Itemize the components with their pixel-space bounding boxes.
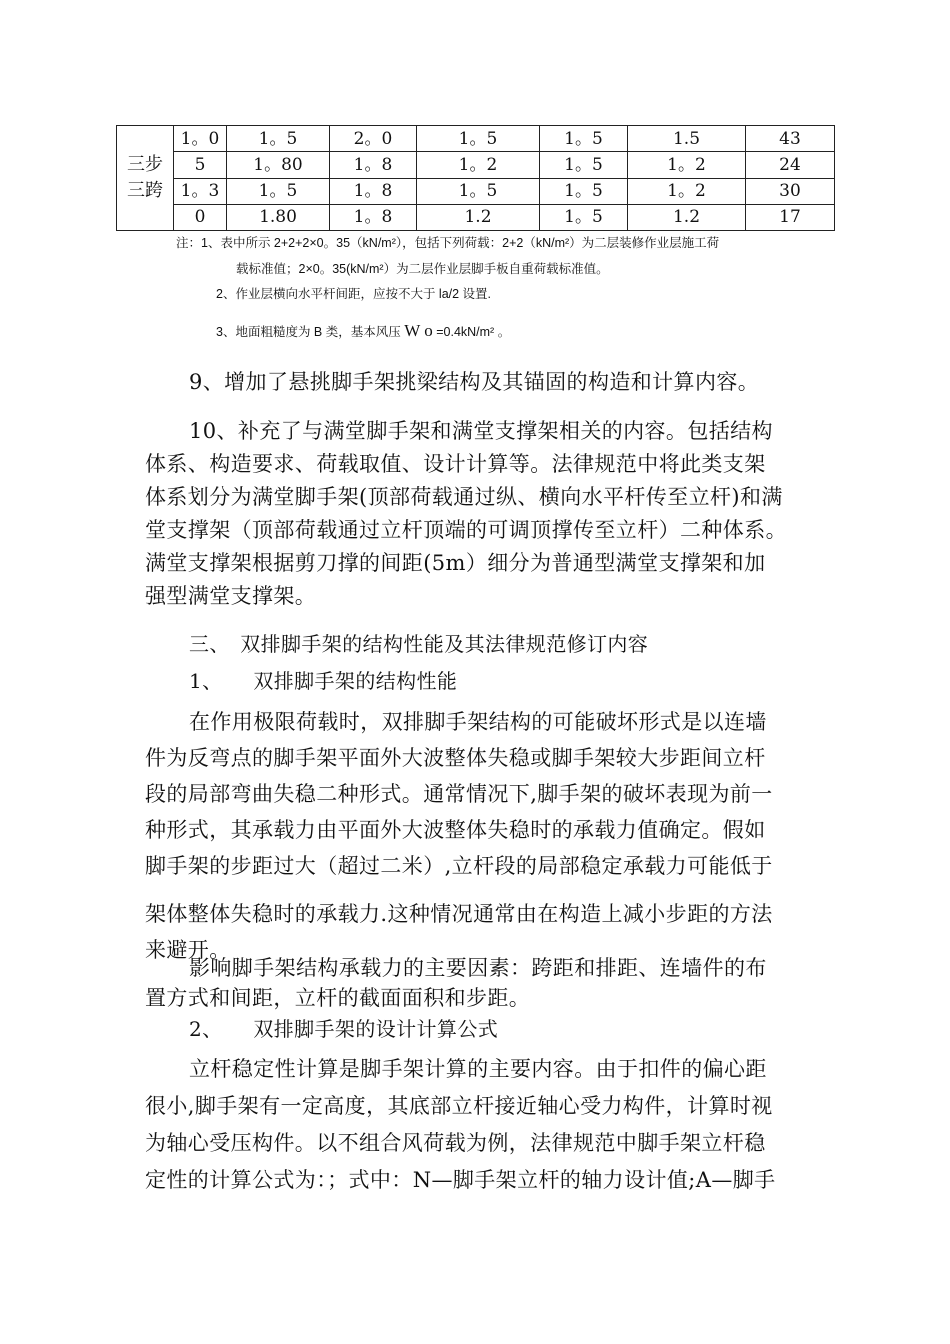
paragraph-factors: 影响脚手架结构承载力的主要因素：跨距和排距、连墙件的布 置方式和间距，立杆的截面面积和步距。: [145, 956, 767, 1010]
table-cell: 30: [746, 178, 835, 204]
table-cell: 1。2: [417, 152, 540, 178]
table-cell: 1。5: [540, 126, 628, 152]
table-cell: 17: [746, 204, 835, 230]
note-3: [216, 323, 510, 340]
table-cell: 43: [746, 126, 835, 152]
table-cell: 1。5: [540, 152, 628, 178]
table-cell: 1。2: [628, 152, 746, 178]
section-heading-3: 三、 双排脚手架的结构性能及其法律规范修订内容: [189, 632, 649, 656]
table-cell: 1。5: [417, 178, 540, 204]
note-2: 2、作业层横向水平杆间距，应按不大于 la/2 设置.: [216, 287, 492, 301]
group-label-1: 三步: [127, 154, 163, 175]
group-label-2: 三跨: [127, 180, 163, 201]
table-cell: 1。8: [330, 152, 417, 178]
table-cell: 1。5: [227, 126, 330, 152]
table-cell: 1。8: [330, 178, 417, 204]
group-label-cell: [117, 126, 174, 231]
table-cell: 1。5: [540, 178, 628, 204]
table-cell: 1。80: [227, 152, 330, 178]
table-cell: 2。0: [330, 126, 417, 152]
table-row: [117, 204, 835, 230]
note-3-text: 3、地面粗糙度为 B 类，基本风压: [216, 325, 401, 339]
paragraph-9: 9、增加了悬挑脚手架挑梁结构及其锚固的构造和计算内容。: [189, 370, 760, 394]
table-cell: 0: [174, 204, 227, 230]
table-row: [117, 126, 835, 152]
table-cell: 1.2: [628, 204, 746, 230]
table-cell: 1。5: [540, 204, 628, 230]
note-1-line-1: 注：1、表中所示 2+2+2×0。35（kN/m²），包括下列荷载：2+2（kN/m²）为二层装修作业层施工荷: [176, 236, 720, 250]
table-cell: 1.5: [628, 126, 746, 152]
table-cell: 1.80: [227, 204, 330, 230]
table-cell: 1。3: [174, 178, 227, 204]
paragraph-calculation: 立杆稳定性计算是脚手架计算的主要内容。由于扣件的偏心距 很小,脚手架有一定高度，其底部立杆接近轴心受力构件，计算时视 为轴心受压构件。以不组合风荷载为例，法律规范中脚手架立杆稳 定性的计算公式为：；式中：N—脚手架立杆的轴力设计值;A—脚手: [145, 1057, 776, 1192]
table-cell: 24: [746, 152, 835, 178]
load-table: [116, 125, 835, 231]
table-row: [117, 178, 835, 204]
table-cell: 5: [174, 152, 227, 178]
table-cell: 1。8: [330, 204, 417, 230]
paragraph-structural-performance: 在作用极限荷载时，双排脚手架结构的可能破坏形式是以连墙 件为反弯点的脚手架平面外大波整体失稳或脚手架较大步距间立杆 段的局部弯曲失稳二种形式。通常情况下,脚手架的破坏表现为前一 种形式，其承载力由平面外大波整体失稳时的承载力值确定。假如 脚手架的步距过大（超过二米）,立杆段的局部稳定承载力可能低于 架体整体失稳时的承载力.这种情况通常由在构造上减小步距的方法 来避开。: [145, 710, 773, 962]
paragraph-10: 10、补充了与满堂脚手架和满堂支撑架相关的内容。包括结构 体系、构造要求、荷载取值、设计计算等。法律规范中将此类支架 体系划分为满堂脚手架(顶部荷载通过纵、横向水平杆传至立杆)和满 堂支撑架（顶部荷载通过立杆顶端的可调顶撑传至立杆）二种体系。 满堂支撑架根据剪刀撑的间距(5m）细分为普通型满堂支撑架和加 强型满堂支撑架。: [145, 419, 787, 608]
table-cell: 1。2: [628, 178, 746, 204]
note-1-line-2: 载标准值；2×0。35(kN/m²）为二层作业层脚手板自重荷载标准值。: [236, 262, 609, 276]
wind-pressure-symbol: W o: [404, 321, 433, 340]
table-cell: 1.2: [417, 204, 540, 230]
subsection-heading-2: 2、 双排脚手架的设计计算公式: [189, 1017, 499, 1041]
table-cell: 1。5: [227, 178, 330, 204]
subsection-heading-1: 1、 双排脚手架的结构性能: [189, 669, 458, 693]
table-row: [117, 152, 835, 178]
table-cell: 1。0: [174, 126, 227, 152]
note-3-value: =0.4kN/m² 。: [436, 325, 511, 339]
table-cell: 1。5: [417, 126, 540, 152]
